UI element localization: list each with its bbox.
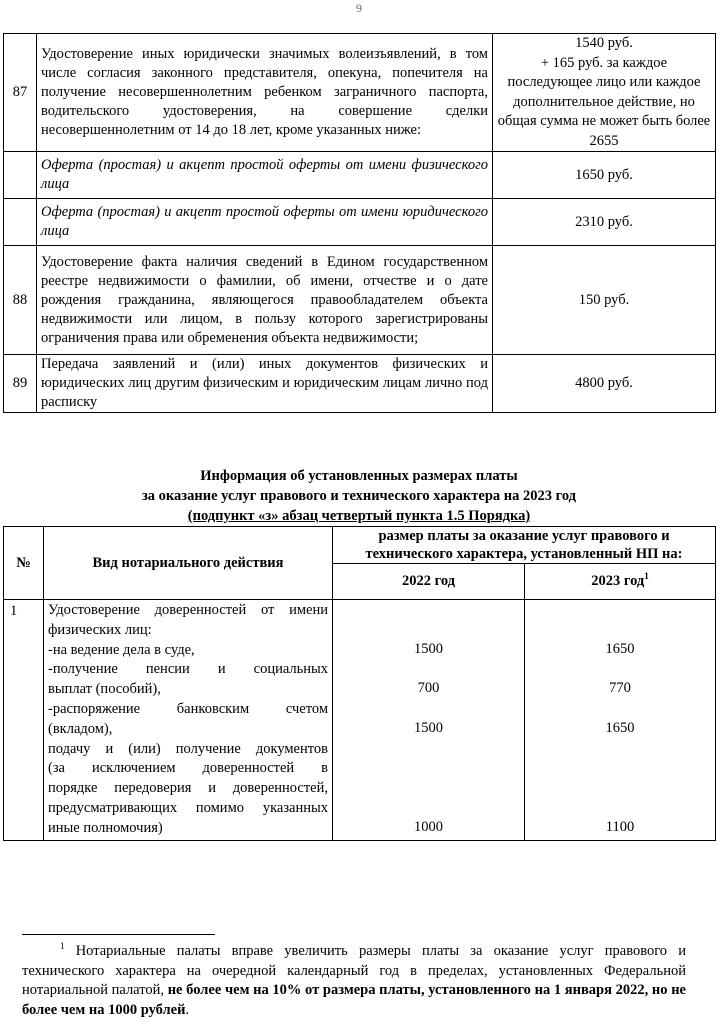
footnote-reference: 1: [644, 571, 649, 582]
footnote-end: .: [185, 1001, 190, 1018]
value-2022: 1500: [414, 720, 443, 736]
row-number: 87: [4, 34, 37, 152]
footnote: [22, 942, 686, 1020]
value-2023: 770: [609, 680, 631, 696]
footnote-text: Нотариальные палаты вправе увеличить размеры платы за оказание услуг правового и технического характера на очередной календарный год в пределах, установленных Федеральной нотариальной палатой,: [22, 943, 687, 998]
heading-line-3: (подпункт «з» абзац четвертый пункта 1.5 Порядка): [187, 508, 531, 524]
value-2022: 700: [417, 680, 440, 696]
table-row: [4, 355, 716, 413]
table-row: [4, 34, 716, 152]
value-2023: 1650: [605, 641, 635, 657]
footnote-mark: 1: [60, 941, 65, 952]
row-number: [4, 199, 37, 246]
table-row: [4, 199, 716, 246]
heading-line-2: за оказание услуг правового и технического характера на 2023 год: [141, 488, 577, 504]
header-year-2023-label: 2023 год: [591, 573, 645, 589]
values-2023: [525, 600, 716, 841]
values-2022: [333, 600, 525, 841]
table-row: [4, 152, 716, 199]
heading-line-1: Информация об установленных размерах платы: [200, 468, 518, 484]
action-description: Передача заявлений и (или) иных документов физических и юридических лиц другим физическим и юридическим лицам лично под расписку: [37, 355, 493, 413]
value-2023: 1650: [605, 720, 635, 736]
action-description: Удостоверение факта наличия сведений в Едином государственном реестре недвижимости о фамилии, об имени, отчестве и о дате рождения гражданина, являющегося правообладателем объекта недвижимости или лицом, в пользу которого зарегистрированы ограничения права или обременения объекта недвижимости;: [37, 246, 493, 355]
row-number: 88: [4, 246, 37, 355]
footnote-divider: [22, 934, 215, 935]
desc-line: предусматривающих помимо указанных: [48, 799, 328, 816]
fee-table-bottom: [3, 526, 716, 841]
row-number: [4, 152, 37, 199]
desc-line: (вкладом),: [48, 720, 113, 737]
desc-line: иные полномочия): [48, 819, 163, 836]
fee-cell: 1650 руб.: [493, 152, 716, 199]
fee-cell: 1540 руб. + 165 руб. за каждое последующее лицо или каждое дополнительное действие, но общая сумма не может быть более 2655: [493, 34, 716, 152]
fee-cell: 2310 руб.: [493, 199, 716, 246]
action-description: Оферта (простая) и акцепт простой оферты от имени юридического лица: [37, 199, 493, 246]
action-description: Удостоверение иных юридически значимых волеизъявлений, в том числе согласия законного представителя, опекуна, попечителя на получение несовершеннолетним ребенком заграничного паспорта, водительского удостоверения, на совершение сделки несовершеннолетним от 14 до 18 лет, кроме указанных ниже:: [37, 34, 493, 152]
table-row: [4, 246, 716, 355]
desc-line: подачу и (или) получение документов: [48, 740, 328, 757]
header-year-2023: [525, 564, 716, 600]
desc-line: -получение пенсии и социальных: [48, 661, 328, 678]
header-row: [4, 527, 716, 564]
header-action: Вид нотариального действия: [44, 527, 333, 600]
fee-cell: 150 руб.: [493, 246, 716, 355]
action-description: [44, 600, 333, 841]
desc-line: Удостоверение доверенностей от имени: [48, 602, 328, 618]
page-number: 9: [356, 1, 362, 15]
value-2023: 1100: [605, 819, 635, 835]
action-description: Оферта (простая) и акцепт простой оферты от имени физического лица: [37, 152, 493, 199]
value-2022: 1000: [414, 819, 443, 835]
header-fee-group: размер платы за оказание услуг правового и технического характера, установленный НП на:: [333, 527, 716, 564]
desc-line: порядке передоверия и доверенностей,: [48, 780, 328, 797]
desc-line: физических лиц:: [48, 621, 152, 638]
section-heading: [0, 466, 718, 526]
value-2022: 1500: [414, 641, 443, 657]
header-number: №: [4, 527, 44, 600]
desc-line: (за исключением доверенностей в: [48, 760, 328, 777]
header-year-2022: 2022 год: [333, 564, 525, 600]
fee-table-top: [3, 33, 716, 413]
fee-cell: 4800 руб.: [493, 355, 716, 413]
footnote-bold-text: не более чем на 10% от размера платы, установленного на 1 января 2022, но не более чем на 1000 рублей: [22, 982, 686, 1018]
row-number: 89: [4, 355, 37, 413]
desc-line: выплат (пособий),: [48, 681, 161, 698]
desc-line: -на ведение дела в суде,: [48, 641, 195, 658]
row-number: 1: [4, 600, 44, 841]
table-row: [4, 600, 716, 841]
desc-line: -распоряжение банковским счетом: [48, 700, 328, 717]
